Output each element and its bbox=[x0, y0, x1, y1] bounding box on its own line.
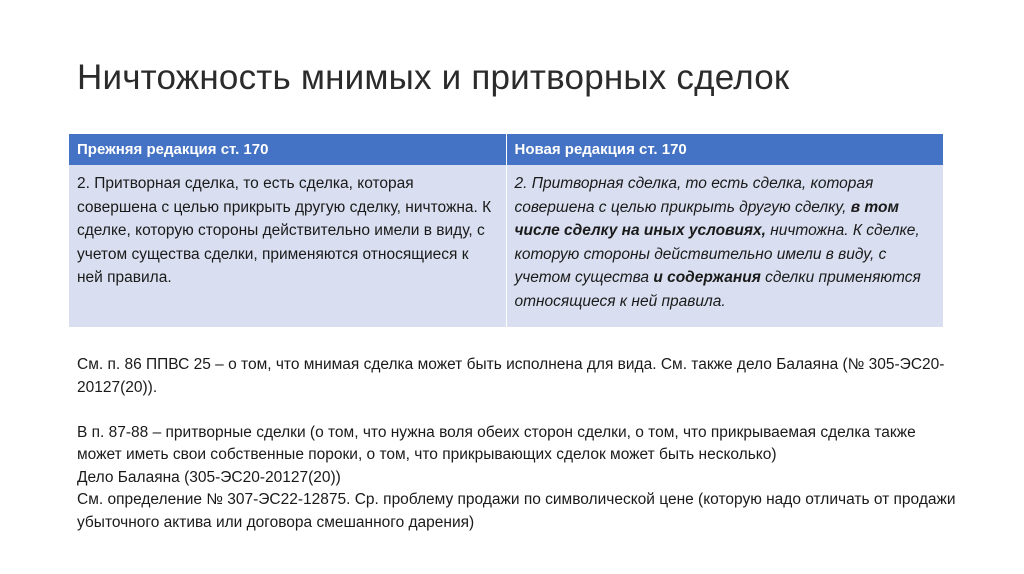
new-edition-text bbox=[506, 165, 943, 327]
new-text-part-1: 2. Притворная сделка, то есть сделка, которая совершена с целью прикрыть другую сделку, bbox=[514, 175, 874, 216]
comparison-table bbox=[69, 134, 943, 327]
old-edition-text: 2. Притворная сделка, то есть сделка, которая совершена с целью прикрыть другую сделку, ничтожна. К сделке, которую стороны действительно имели в виду, с учетом существа сделки, применяются относящиеся к ней правила. bbox=[69, 165, 506, 327]
new-text-part-3: сделки применяются относящиеся к ней правила. bbox=[514, 269, 921, 310]
new-text-bold-2: и содержания bbox=[653, 269, 761, 286]
new-text-part-2: ничтожна. К сделке, которую стороны действительно имели в виду, с учетом существа bbox=[514, 222, 920, 286]
note-paragraph: В п. 87-88 – притворные сделки (о том, что нужна воля обеих сторон сделки, о том, что прикрываемая сделка также может иметь свои собственные пороки, о том, что прикрывающих сделок может быть несколько) bbox=[77, 423, 916, 463]
notes-block bbox=[77, 354, 957, 534]
note-spacer bbox=[77, 399, 957, 422]
slide-title: Ничтожность мнимых и притворных сделок bbox=[77, 58, 790, 97]
note-paragraph: См. определение № 307-ЭС22-12875. Ср. проблему продажи по символической цене (которую надо отличать от продажи убыточного актива или договора смешанного дарения) bbox=[77, 491, 956, 531]
header-old-edition: Прежняя редакция ст. 170 bbox=[69, 134, 506, 165]
table-header-row bbox=[69, 134, 943, 165]
header-new-edition: Новая редакция ст. 170 bbox=[506, 134, 943, 165]
note-paragraph: См. п. 86 ППВС 25 – о том, что мнимая сделка может быть исполнена для вида. См. также дело Балаяна (№ 305-ЭС20-20127(20)). bbox=[77, 356, 945, 396]
new-text-bold-1: в том числе сделку на иных условиях, bbox=[514, 198, 899, 239]
table-row bbox=[69, 165, 943, 327]
note-paragraph: Дело Балаяна (305-ЭС20-20127(20)) bbox=[77, 468, 341, 486]
